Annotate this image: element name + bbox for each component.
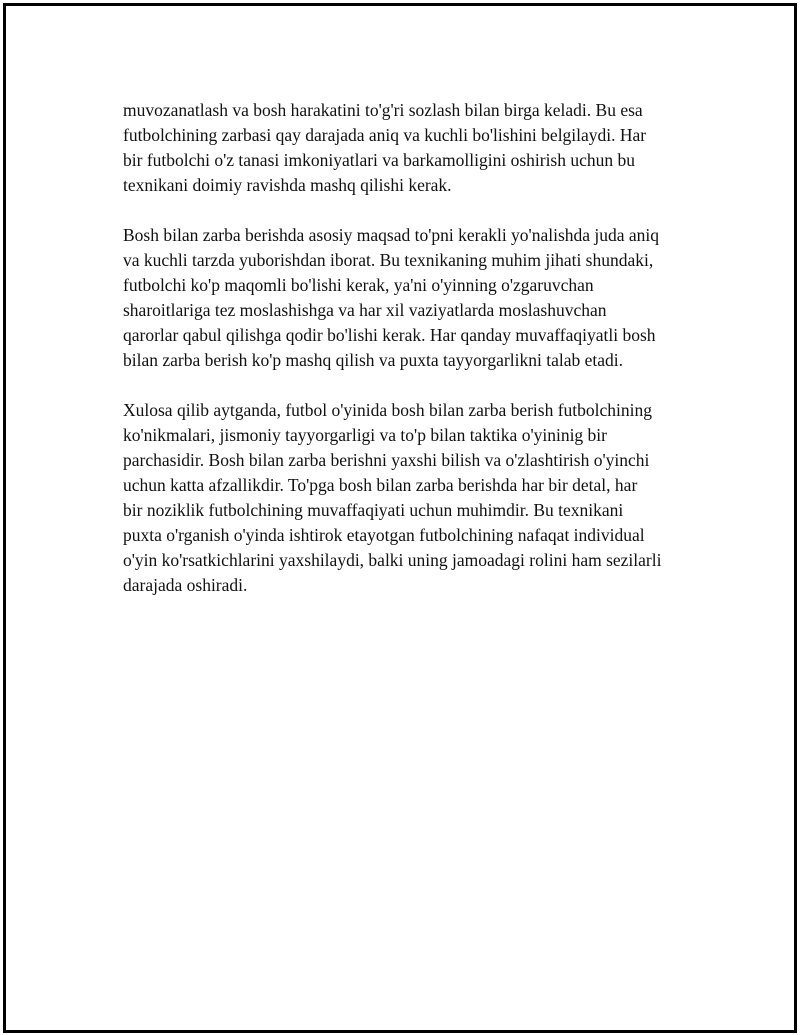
paragraph-line: ko'nikmalari, jismoniy tayyorgarligi va to'p bilan taktika o'yininig bir — [123, 425, 607, 445]
paragraph-line: Bosh bilan zarba berishda asosiy maqsad to'pni kerakli yo'nalishda juda aniq — [123, 225, 660, 245]
paragraph-3 — [123, 398, 703, 598]
paragraph-line: qarorlar qabul qilishga qodir bo'lishi kerak. Har qanday muvaffaqiyatli bosh — [123, 325, 656, 345]
paragraph-line: puxta o'rganish o'yinda ishtirok etayotgan futbolchining nafaqat individual — [123, 525, 645, 545]
paragraph-line: texnikani doimiy ravishda mashq qilishi kerak. — [123, 175, 452, 195]
paragraph-line: uchun katta afzallikdir. To'pga bosh bilan zarba berishda har bir detal, har — [123, 475, 638, 495]
paragraph-line: parchasidir. Bosh bilan zarba berishni yaxshi bilish va o'zlashtirish o'yinchi — [123, 450, 650, 470]
paragraph-line: bir noziklik futbolchining muvaffaqiyati uchun muhimdir. Bu texnikani — [123, 500, 624, 520]
document-page — [3, 3, 797, 1033]
paragraph-line: muvozanatlash va bosh harakatini to'g'ri sozlash bilan birga keladi. Bu esa — [123, 100, 643, 120]
paragraph-2 — [123, 223, 703, 373]
paragraph-line: futbolchining zarbasi qay darajada aniq va kuchli bo'lishini belgilaydi. Har — [123, 125, 647, 145]
paragraph-line: va kuchli tarzda yuborishdan iborat. Bu texnikaning muhim jihati shundaki, — [123, 250, 654, 270]
paragraph-line: Xulosa qilib aytganda, futbol o'yinida bosh bilan zarba berish futbolchining — [123, 400, 653, 420]
paragraph-line: o'yin ko'rsatkichlarini yaxshilaydi, balki uning jamoadagi rolini ham sezilarli — [123, 550, 662, 570]
paragraph-line: bir futbolchi o'z tanasi imkoniyatlari va barkamolligini oshirish uchun bu — [123, 150, 636, 170]
paragraph-line: darajada oshiradi. — [123, 575, 248, 595]
paragraph-line: futbolchi ko'p maqomli bo'lishi kerak, ya'ni o'yinning o'zgaruvchan — [123, 275, 594, 295]
paragraph-1 — [123, 98, 703, 198]
paragraph-line: bilan zarba berish ko'p mashq qilish va puxta tayyorgarlikni talab etadi. — [123, 350, 623, 370]
document-body — [123, 98, 703, 623]
paragraph-line: sharoitlariga tez moslashishga va har xil vaziyatlarda moslashuvchan — [123, 300, 607, 320]
